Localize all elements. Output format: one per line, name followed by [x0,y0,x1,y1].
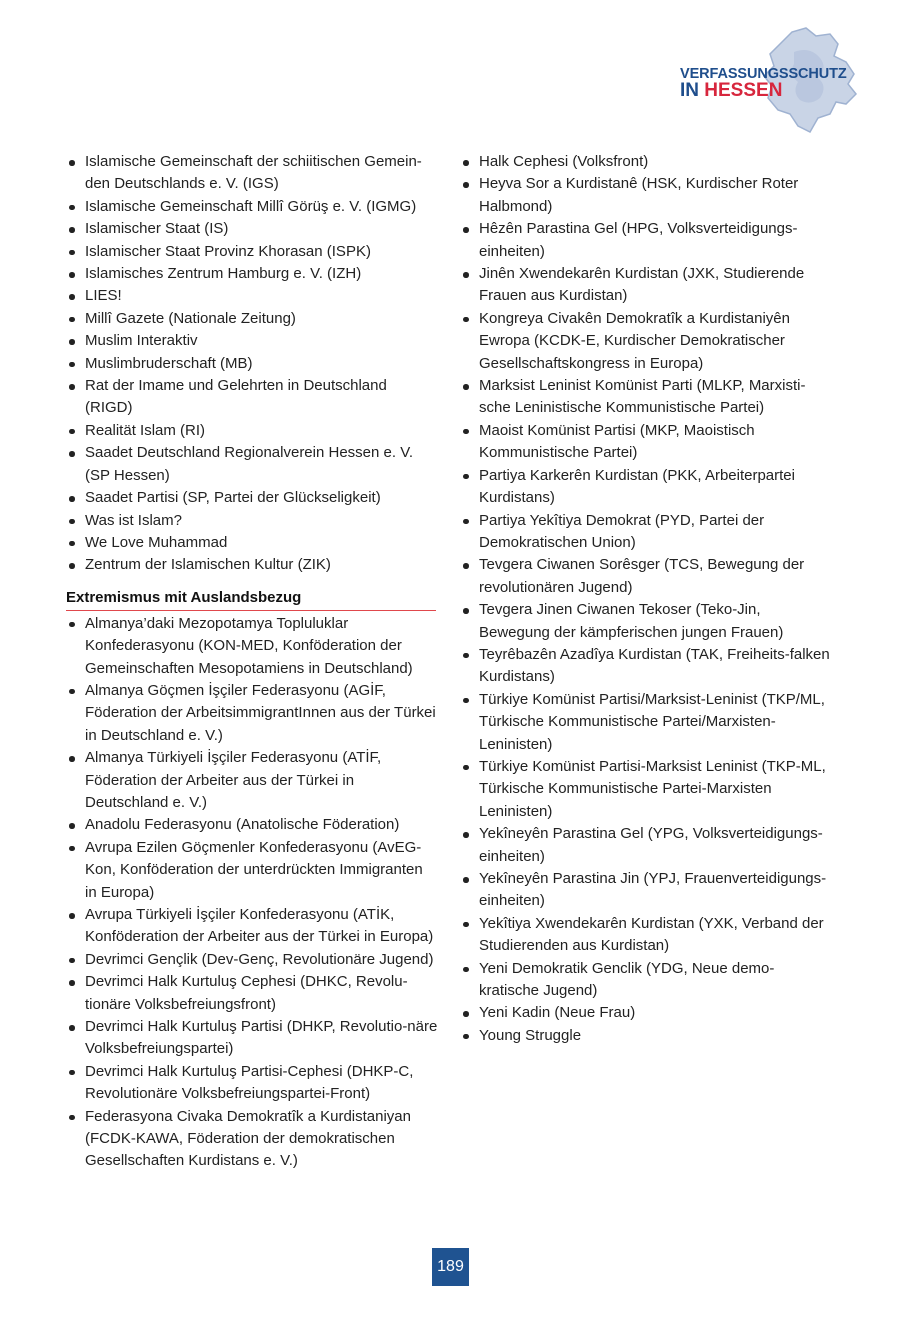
foreign-extremism-list-part1 [66,613,438,1173]
list-item: Was ist Islam? [66,510,438,532]
list-item: Almanya Göçmen İşçiler Federasyonu (AGİF, Föderation der ArbeitsimmigrantInnen aus der Türkei in Deutschland e. V.) [66,680,438,747]
header-logo [660,22,870,142]
list-item: Rat der Imame und Gelehrten in Deutschland (RIGD) [66,375,438,420]
list-item: Muslim Interaktiv [66,330,438,352]
list-item: Teyrêbazên Azadîya Kurdistan (TAK, Freiheits-falken Kurdistans) [460,644,832,689]
list-item: Islamische Gemeinschaft Millî Görüş e. V. (IGMG) [66,196,438,218]
list-item: Young Struggle [460,1025,832,1047]
list-item: Zentrum der Islamischen Kultur (ZIK) [66,554,438,576]
list-item: Federasyona Civaka Demokratîk a Kurdistaniyan (FCDK-KAWA, Föderation der demokratischen Gesellschaften Kurdistans e. V.) [66,1106,438,1173]
foreign-extremism-list-part2 [460,151,832,1047]
left-column [66,151,438,1173]
list-item: Marksist Leninist Komünist Parti (MLKP, Marxisti-sche Leninistische Kommunistische Partei) [460,375,832,420]
list-item: Halk Cephesi (Volksfront) [460,151,832,173]
logo-text-in-hessen [680,80,782,102]
list-item: Hêzên Parastina Gel (HPG, Volksverteidigungs-einheiten) [460,218,832,263]
logo-text-verfassungsschutz: VERFASSUNGSSCHUTZ [680,66,847,82]
list-item: Yekîtiya Xwendekarên Kurdistan (YXK, Verband der Studierenden aus Kurdistan) [460,913,832,958]
list-item: Devrimci Halk Kurtuluş Cephesi (DHKC, Revolu-tionäre Volksbefreiungsfront) [66,971,438,1016]
logo-text-in: IN [680,80,705,101]
list-item: Yekîneyên Parastina Jin (YPJ, Frauenverteidigungs-einheiten) [460,868,832,913]
list-item: Devrimci Halk Kurtuluş Partisi-Cephesi (DHKP-C, Revolutionäre Volksbefreiungspartei-Front) [66,1061,438,1106]
list-item: Almanya’daki Mezopotamya Topluluklar Konfederasyonu (KON-MED, Konföderation der Gemeinschaften Mesopotamiens in Deutschland) [66,613,438,680]
section-heading: Extremismus mit Auslandsbezug [66,587,436,611]
page-number: 189 [432,1248,469,1286]
list-item: Devrimci Halk Kurtuluş Partisi (DHKP, Revolutio-näre Volksbefreiungspartei) [66,1016,438,1061]
list-item: Islamischer Staat (IS) [66,218,438,240]
list-item: Islamische Gemeinschaft der schiitischen Gemein-den Deutschlands e. V. (IGS) [66,151,438,196]
list-item: Muslimbruderschaft (MB) [66,353,438,375]
list-item: Yeni Kadin (Neue Frau) [460,1002,832,1024]
list-item: We Love Muhammad [66,532,438,554]
list-item: Saadet Deutschland Regionalverein Hessen e. V. (SP Hessen) [66,442,438,487]
logo-text-hessen: HESSEN [704,80,783,101]
list-item: Partiya Karkerên Kurdistan (PKK, Arbeiterpartei Kurdistans) [460,465,832,510]
list-item: Maoist Komünist Partisi (MKP, Maoistisch Kommunistische Partei) [460,420,832,465]
list-item: Islamisches Zentrum Hamburg e. V. (IZH) [66,263,438,285]
islamism-organization-list [66,151,438,577]
list-item: Islamischer Staat Provinz Khorasan (ISPK) [66,241,438,263]
list-item: Almanya Türkiyeli İşçiler Federasyonu (ATİF, Föderation der Arbeiter aus der Türkei in Deutschland e. V.) [66,747,438,814]
list-item: Türkiye Komünist Partisi/Marksist-Leninist (TKP/ML, Türkische Kommunistische Partei/Marxisten-Leninisten) [460,689,832,756]
list-item: Jinên Xwendekarên Kurdistan (JXK, Studierende Frauen aus Kurdistan) [460,263,832,308]
list-item: Avrupa Türkiyeli İşçiler Konfederasyonu (ATİK, Konföderation der Arbeiter aus der Türkei in Europa) [66,904,438,949]
right-column [460,151,832,1047]
list-item: Anadolu Federasyonu (Anatolische Föderation) [66,814,438,836]
list-item: LIES! [66,285,438,307]
list-item: Yekîneyên Parastina Gel (YPG, Volksverteidigungs-einheiten) [460,823,832,868]
list-item: Yeni Demokratik Genclik (YDG, Neue demo-kratische Jugend) [460,958,832,1003]
list-item: Realität Islam (RI) [66,420,438,442]
list-item: Tevgera Ciwanen Sorêsger (TCS, Bewegung der revolutionären Jugend) [460,554,832,599]
list-item: Saadet Partisi (SP, Partei der Glückseligkeit) [66,487,438,509]
list-item: Türkiye Komünist Partisi-Marksist Leninist (TKP-ML, Türkische Kommunistische Partei-Marxisten Leninisten) [460,756,832,823]
list-item: Partiya Yekîtiya Demokrat (PYD, Partei der Demokratischen Union) [460,510,832,555]
list-item: Kongreya Civakên Demokratîk a Kurdistaniyên Ewropa (KCDK-E, Kurdischer Demokratischer Gesellschaftskongress in Europa) [460,308,832,375]
list-item: Devrimci Gençlik (Dev-Genç, Revolutionäre Jugend) [66,949,438,971]
list-item: Tevgera Jinen Ciwanen Tekoser (Teko-Jin, Bewegung der kämpferischen jungen Frauen) [460,599,832,644]
list-item: Avrupa Ezilen Göçmenler Konfederasyonu (AvEG-Kon, Konföderation der unterdrückten Immigranten in Europa) [66,837,438,904]
list-item: Heyva Sor a Kurdistanê (HSK, Kurdischer Roter Halbmond) [460,173,832,218]
list-item: Millî Gazete (Nationale Zeitung) [66,308,438,330]
